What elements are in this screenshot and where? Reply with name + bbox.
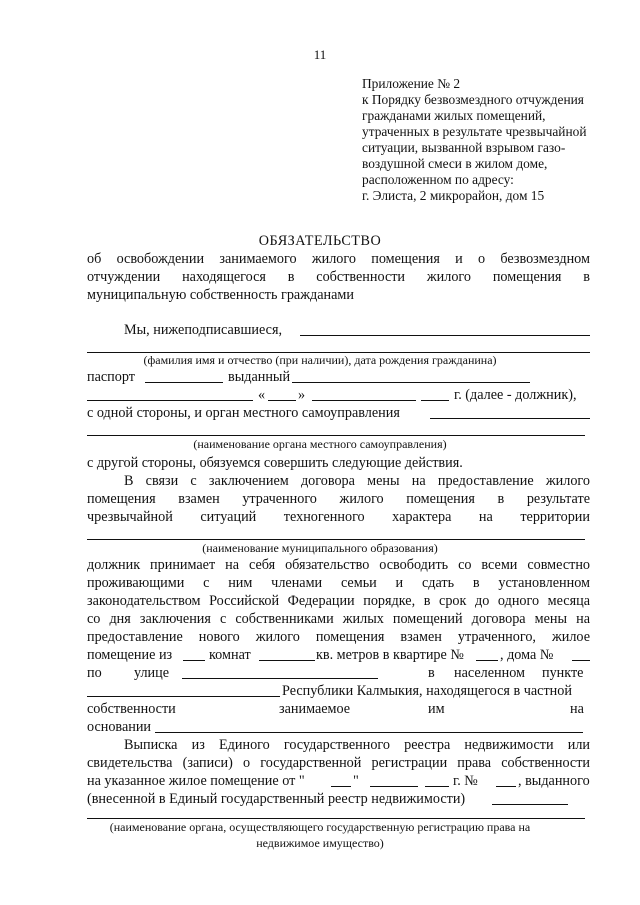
registration-year-no: г. № xyxy=(453,773,478,789)
fill-line xyxy=(87,696,280,697)
appendix-line: расположенном по адресу: xyxy=(362,172,514,187)
appendix-line: Приложение № 2 xyxy=(362,76,461,91)
registration-from: на указанное жилое помещение от " xyxy=(87,773,305,789)
fill-line xyxy=(370,786,418,787)
basis-label: основании xyxy=(87,719,152,735)
fill-line xyxy=(182,678,378,679)
fill-line xyxy=(292,382,530,383)
quote-open: « xyxy=(258,387,266,403)
appendix-line: воздушной смеси в жилом доме, xyxy=(362,156,548,171)
own-word: на xyxy=(570,701,584,717)
fill-line xyxy=(421,400,449,401)
own-word: занимаемое xyxy=(279,701,351,717)
passport-label: паспорт xyxy=(87,369,135,385)
own-word: собственности xyxy=(87,701,176,717)
fill-line xyxy=(155,732,583,733)
fill-line xyxy=(87,818,585,819)
issued-label: выданный xyxy=(228,369,291,385)
paragraph-line: должник принимает на себя обязательство освободить со всеми совместно xyxy=(87,557,590,573)
paragraph-line: проживающими с ним членами семьи и сдать в установленном xyxy=(87,575,590,591)
fill-line xyxy=(87,539,585,540)
we-signed-label: Мы, нижеподписавшиеся, xyxy=(124,322,283,338)
one-side-text: с одной стороны, и орган местного самоуправления xyxy=(87,405,400,421)
caption-registration: недвижимое имущество) xyxy=(256,836,384,850)
street-ulitse: улице xyxy=(134,665,170,681)
fill-line xyxy=(259,660,315,661)
fill-line xyxy=(268,400,296,401)
appendix-line: к Порядку безвозмездного отчуждения xyxy=(362,92,584,107)
registration-issued: , выданного xyxy=(518,773,590,789)
subtitle-line: муниципальную собственность гражданами xyxy=(87,287,354,303)
fill-line xyxy=(492,804,568,805)
room-prefix: помещение из xyxy=(87,647,173,663)
paragraph-line: помещения взамен утраченного жилого помещения в результате xyxy=(87,491,590,507)
year-debtor-label: г. (далее - должник), xyxy=(454,387,577,403)
paragraph-line: предоставление нового жилого помещения взамен утраченного, жилое xyxy=(87,629,590,645)
fill-line xyxy=(430,418,590,419)
paragraph-line: со дня заключения с собственниками жилых помещений договора мены на xyxy=(87,611,590,627)
paragraph-line: свидетельства (записи) о государственной регистрации права собственности xyxy=(87,755,590,771)
caption-registration: (наименование органа, осуществляющего государственную регистрацию права на xyxy=(109,820,531,834)
subtitle-line: отчуждении находящегося в собственности жилого помещения в xyxy=(87,269,590,285)
caption-municipality: (наименование муниципального образования) xyxy=(202,541,438,555)
republic-text: Республики Калмыкия, находящегося в частной xyxy=(282,683,572,699)
room-sq: кв. метров в квартире № xyxy=(316,647,464,663)
fill-line xyxy=(87,435,585,436)
quote-close: » xyxy=(298,387,306,403)
room-mid: комнат xyxy=(209,647,251,663)
street-np: населенном xyxy=(454,665,526,681)
page-number: 11 xyxy=(313,47,327,62)
appendix-line: ситуации, вызванной взрывом газо- xyxy=(362,140,566,155)
fill-line xyxy=(145,382,223,383)
fill-line xyxy=(425,786,449,787)
fill-line xyxy=(300,335,590,336)
paragraph-line: чрезвычайной ситуаций техногенного характера на территории xyxy=(87,509,590,525)
paragraph-line: законодательством Российской Федерации порядке, в срок до одного месяца xyxy=(87,593,590,609)
street-v: в xyxy=(428,665,435,681)
fill-line xyxy=(331,786,351,787)
paragraph-line: (внесенной в Единый государственный реестр недвижимости) xyxy=(87,791,466,807)
subtitle-line: об освобождении занимаемого жилого помещения и о безвозмездном xyxy=(87,251,590,267)
fill-line xyxy=(476,660,498,661)
fill-line xyxy=(496,786,516,787)
fill-line xyxy=(183,660,205,661)
street-po: по xyxy=(87,665,102,681)
paragraph-line: Выписка из Единого государственного реестра недвижимости или xyxy=(124,737,590,753)
document-title: ОБЯЗАТЕЛЬСТВО xyxy=(258,233,382,249)
room-house: , дома № xyxy=(500,647,554,663)
other-side-text: с другой стороны, обязуемся совершить следующие действия. xyxy=(87,455,463,471)
registration-quote: " xyxy=(353,773,359,789)
caption-citizen: (фамилия имя и отчество (при наличии), дата рождения гражданина) xyxy=(143,353,497,367)
fill-line xyxy=(312,400,416,401)
paragraph-line: В связи с заключением договора мены на предоставление жилого xyxy=(124,473,590,489)
appendix-line: гражданами жилых помещений, xyxy=(362,108,546,123)
caption-authority: (наименование органа местного самоуправления) xyxy=(193,437,447,451)
fill-line xyxy=(572,660,590,661)
appendix-line: г. Элиста, 2 микрорайон, дом 15 xyxy=(362,188,545,203)
own-word: им xyxy=(428,701,445,717)
fill-line xyxy=(87,400,253,401)
appendix-line: утраченных в результате чрезвычайной xyxy=(362,124,587,139)
street-punkt: пункте xyxy=(542,665,584,681)
